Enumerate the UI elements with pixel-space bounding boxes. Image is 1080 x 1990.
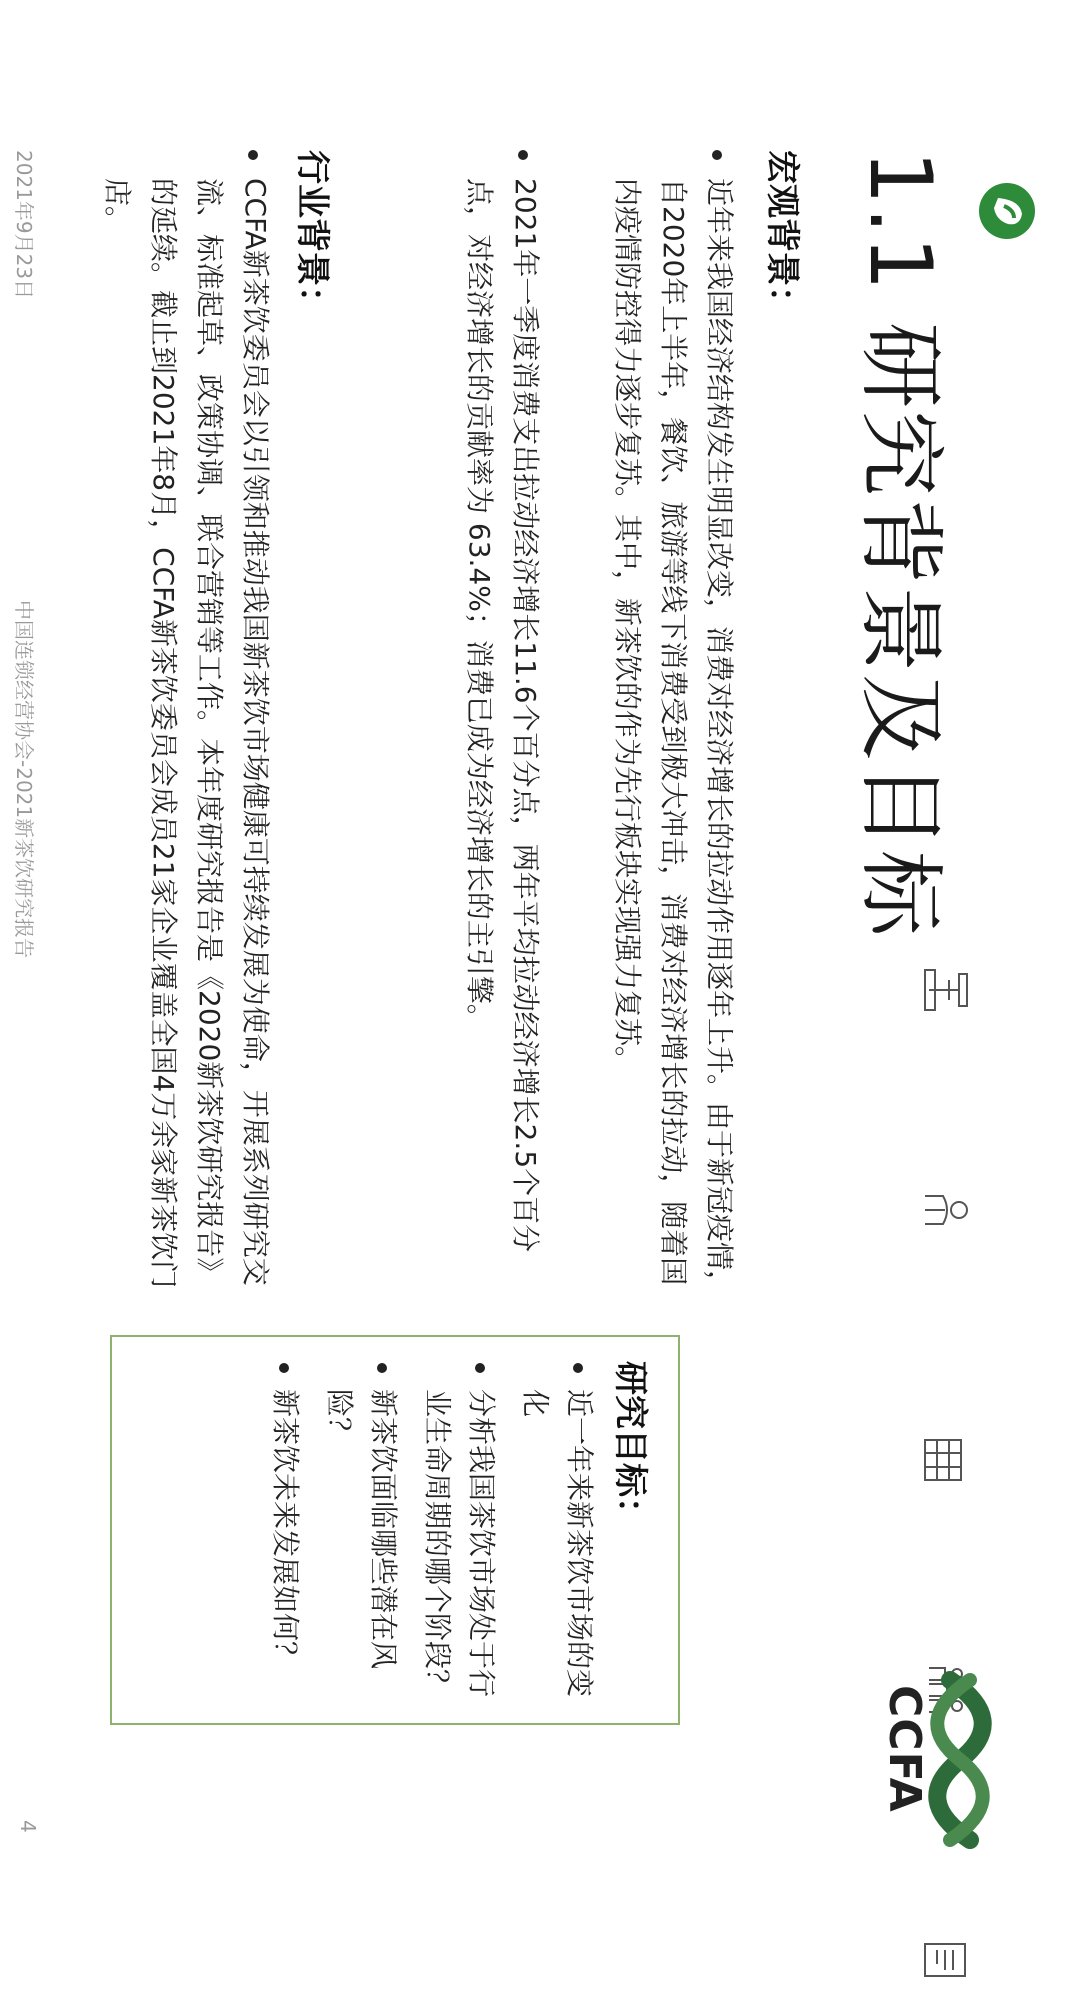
document-icon[interactable] (915, 1930, 975, 1990)
bullet-dot (518, 150, 528, 160)
objectives-box (110, 1335, 680, 1725)
macro-heading: 宏观背景： (762, 150, 802, 320)
objective-item: 分析我国茶饮市场处于行业生命周期的哪个阶段？ (415, 1361, 503, 1705)
person-icon[interactable] (915, 1180, 975, 1240)
objective-item: 新茶饮未来发展如何？ (263, 1361, 307, 1705)
objective-item: 新茶饮面临哪些潜在风险？ (317, 1361, 405, 1705)
bullet-dot (248, 150, 258, 160)
industry-heading: 行业背景： (292, 150, 332, 320)
building-icon[interactable] (915, 1430, 975, 1490)
bullet-dot (712, 150, 722, 160)
industry-bullet-1: CCFA新茶饮委员会以引领和推动我国新茶饮市场健康可持续发展为使命，开展系列研究交流、标准起草、政策协调、联合营销等工作。本年度研究报告是《2020新茶饮研究报告》的延续。截止到2021年8月，CCFA新茶饮委员会成员21家企业覆盖全国4万余家新茶饮门店。 (101, 178, 272, 1289)
corner-logo-icon (976, 180, 1038, 242)
footer-source: 中国连锁经营协会-2021新茶饮研究报告 (12, 600, 36, 959)
page-title: 1.1 研究背景及目标 (850, 150, 950, 939)
macro-bullet-1: 近年来我国经济结构发生明显改变，消费对经济增长的拉动作用逐年上升。由于新冠疫情，自2020年上半年，餐饮、旅游等线下消费受到极大冲击，消费对经济增长的拉动，随着国内疫情防控得力逐步复苏。其中，新茶饮的作为先行板块实现强力复苏。 (611, 178, 736, 1299)
objectives-heading: 研究目标： (610, 1361, 650, 1531)
footer-date: 2021年9月23日 (12, 150, 36, 300)
ccfa-logo-text: CCFA (879, 1685, 930, 1813)
objective-item: 近一年来新茶饮市场的变化 (513, 1361, 601, 1705)
macro-bullet-2: 2021年一季度消费支出拉动经济增长11.6个百分点，两年平均拉动经济增长2.5个百分点，对经济增长的贡献率为 63.4%；消费已成为经济增长的主引擎。 (463, 178, 542, 1253)
scale-icon[interactable] (915, 960, 975, 1020)
page-number: 4 (16, 1820, 40, 1833)
